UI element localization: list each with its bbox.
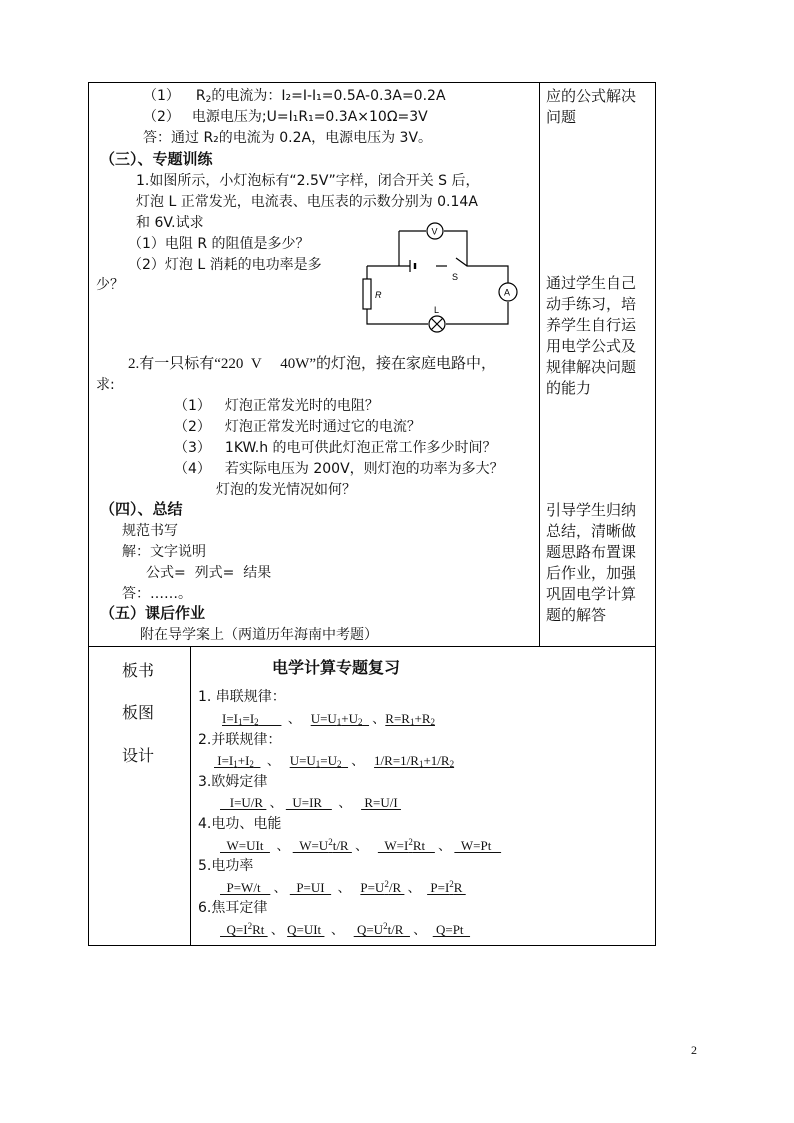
table-divider-h: [88, 646, 656, 647]
q2-item-idx: （4）: [174, 461, 211, 477]
table-col-divider-bottom: [190, 646, 191, 946]
q1-sub2-cont: 少？: [96, 277, 124, 293]
q1-line1: 1.如图所示，小灯泡标有“2.5V”字样，闭合开关 S 后，: [136, 173, 480, 189]
circuit-diagram: [355, 220, 525, 335]
board-s2-formulas: $I=I_1+I_2$ 、 $U=U_1=U_2$ 、 $1/R=1/R_1+1/R_2$: [214, 753, 455, 769]
q2-item: [174, 441, 497, 455]
q2-item4-cont: 灯泡的发光情况如何？: [216, 482, 356, 498]
board-s5-formulas: P=W/t 、 P=UI 、 $P=U^2/R$ 、 $P=I^2R$: [220, 879, 466, 895]
source-voltage-idx: （2）: [143, 109, 180, 125]
section4-title: （四）、总结: [100, 500, 183, 518]
q2-item-text: 灯泡正常发光时的电阻？: [224, 398, 379, 414]
board-s6-title: 6.焦耳定律: [198, 900, 268, 916]
board-s1-title: 1. 串联规律：: [198, 689, 286, 705]
table-col-divider-top: [539, 82, 540, 647]
board-label-2: 板图: [122, 703, 155, 722]
side-note-3: 引导学生归纳总结，清晰做题思路布置课后作业，加强巩固电学计算题的解答: [546, 501, 637, 624]
r2-current-label: R: [195, 88, 206, 104]
summary-line: 解：文字说明: [122, 544, 206, 560]
board-s4-title: 4.电功、电能: [198, 816, 282, 832]
q1-sub2: （2）灯泡 L 消耗的电功率是多: [128, 257, 322, 273]
voltmeter-label: V: [431, 226, 438, 237]
r2-current-idx: （1）: [143, 88, 180, 104]
board-s5-title: 5.电功率: [198, 858, 254, 874]
q2-line1: 2.有一只标有“220 V 40W”的灯泡，接在家庭电路中，: [128, 356, 497, 372]
r2-current-tail: 的电流为：: [211, 88, 282, 104]
q2-item-idx: （1）: [174, 398, 211, 414]
side-note-1: 应的公式解决问题: [546, 87, 637, 126]
board-s1-formulas: $I=I_1=I_2$ 、 $U=U_1+U_2$ 、$R=R_1+R_2$: [222, 711, 435, 727]
q2-item: [174, 399, 379, 413]
q2-line2: 求:: [96, 377, 115, 393]
q2-item: [174, 462, 504, 476]
resistor-label: R: [375, 290, 382, 300]
q1-sub1: （1）电阻 R 的阻值是多少？: [128, 236, 310, 252]
board-label-3: 设计: [122, 746, 155, 765]
board-label-1: 板书: [122, 661, 155, 680]
q1-line3: 和 6V.试求: [136, 215, 204, 231]
q2-item-text: 灯泡正常发光时通过它的电流？: [224, 419, 421, 435]
board-title: 电学计算专题复习: [272, 658, 401, 677]
answer-line: 答：通过 R₂的电流为 0.2A，电源电压为 3V。: [143, 130, 433, 146]
table-top-border: [88, 82, 656, 83]
summary-line: 答：……。: [122, 586, 192, 602]
switch-label: S: [452, 272, 459, 282]
q2-item-text: 1KW.h 的电可供此灯泡正常工作多少时间？: [224, 440, 497, 456]
summary-line: 公式= 列式= 结果: [146, 565, 272, 581]
summary-line: 规范书写: [122, 523, 178, 539]
side-note-2: 通过学生自己动手练习，培养学生自行运用电学公式及规律解决问题的能力: [546, 274, 637, 397]
homework-line: 附在导学案上（两道历年海南中考题）: [140, 627, 378, 643]
q2-item-idx: （3）: [174, 440, 211, 456]
source-voltage-formula: U=I₁R₁=0.3A×10Ω=3V: [266, 109, 428, 125]
q2-item-idx: （2）: [174, 419, 211, 435]
table-bottom-border: [88, 945, 656, 946]
section3-title: （三）、专题训练: [100, 150, 213, 168]
q2-item: [174, 420, 421, 434]
section5-title: （五）课后作业: [100, 604, 206, 622]
board-s3-formulas: I=U/R 、 U=IR 、 R=U/I: [220, 795, 401, 810]
r2-current-line: （1） $R_2$的电流为：I₂=I-I₁=0.5A-0.3A=0.2A: [143, 88, 446, 105]
board-s4-formulas: W=UIt 、 $W=U^2t/R$ 、 $W=I^2Rt$ 、 W=Pt: [220, 837, 502, 853]
ammeter-label: A: [504, 287, 511, 298]
page-number: 2: [691, 1043, 697, 1057]
board-s3-title: 3.欧姆定律: [198, 774, 268, 790]
source-voltage-line: [143, 110, 428, 124]
board-s6-formulas: $Q=I^2Rt$ 、 Q=UIt 、 $Q=U^2t/R$ 、 Q=Pt: [220, 921, 471, 937]
q2-item-text: 若实际电压为 200V，则灯泡的功率为多大？: [224, 461, 504, 477]
r2-current-formula: I₂=I-I₁=0.5A-0.3A=0.2A: [281, 88, 446, 104]
source-voltage-label: 电源电压为;: [191, 109, 267, 125]
board-s2-title: 2.并联规律：: [198, 732, 282, 748]
q1-line2: 灯泡 L 正常发光，电流表、电压表的示数分别为 0.14A: [136, 194, 478, 210]
table-left-border: [88, 82, 89, 946]
table-right-border: [655, 82, 656, 946]
lamp-label: L: [434, 305, 440, 315]
